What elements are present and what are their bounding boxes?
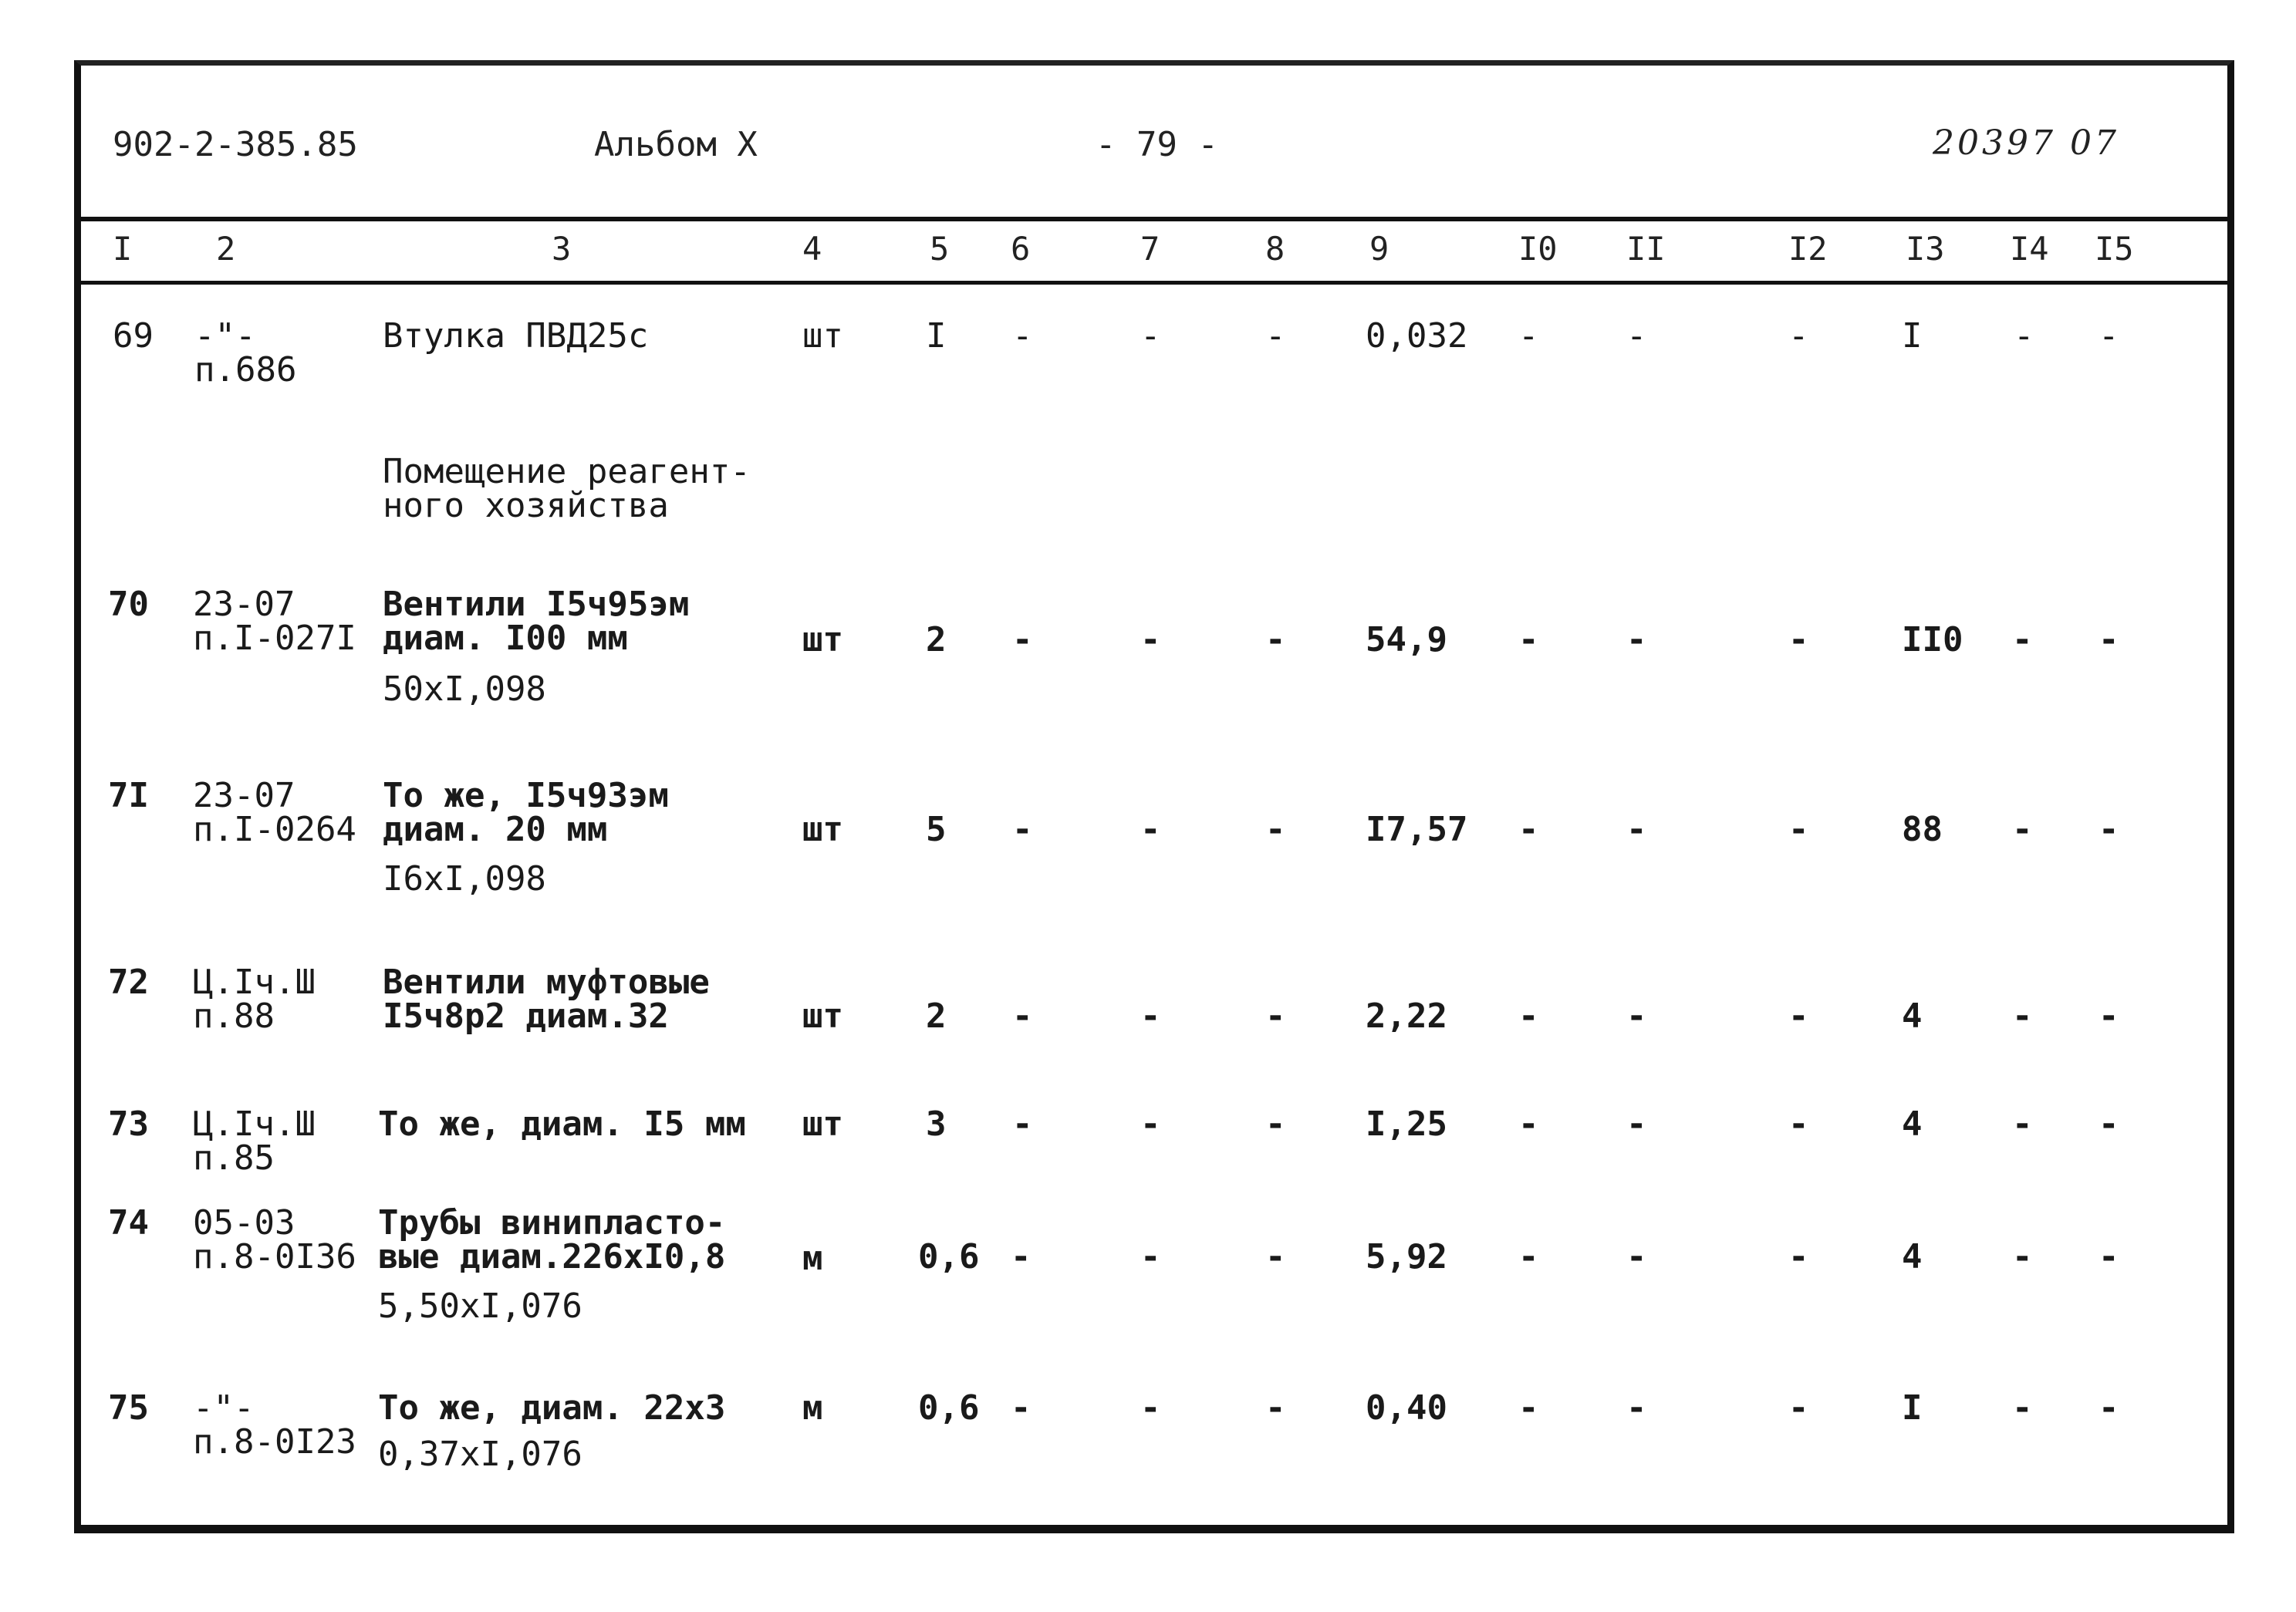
cell-7: -: [1140, 1104, 1161, 1144]
document-number: 20397 07: [1933, 123, 2119, 163]
cell-8: -: [1265, 997, 1286, 1036]
cell-11: -: [1626, 810, 1647, 849]
unit: шт: [802, 810, 843, 849]
cell-8: -: [1265, 1237, 1286, 1276]
cell-13: 4: [1902, 997, 1923, 1036]
cell-12: -: [1788, 810, 1809, 849]
cell-15: -: [2098, 316, 2119, 356]
cell-9: 5,92: [1366, 1237, 1447, 1276]
column-number: 5: [930, 230, 950, 268]
cell-14: -: [2012, 1237, 2033, 1276]
unit: шт: [802, 316, 843, 356]
reference: 23-07: [193, 776, 295, 815]
cell-8: -: [1265, 1388, 1286, 1428]
item-name: То же, диам. I5 мм: [378, 1104, 746, 1144]
cell-7: -: [1140, 1237, 1161, 1276]
cell-14: -: [2012, 997, 2033, 1036]
unit: шт: [802, 1104, 843, 1144]
cell-8: -: [1265, 620, 1286, 659]
quantity: 5: [926, 810, 947, 849]
cell-10: -: [1518, 810, 1539, 849]
cell-13: 4: [1902, 1104, 1923, 1144]
calculation: I6хI,098: [383, 859, 546, 899]
cell-9: 0,032: [1366, 316, 1468, 356]
cell-14: -: [2014, 316, 2034, 356]
cell-15: -: [2098, 1388, 2119, 1428]
row-number: 72: [108, 963, 149, 1002]
item-name: Втулка ПВД25с: [383, 316, 649, 356]
item-name: диам. I00 мм: [383, 619, 628, 658]
reference-item: п.I-0264: [193, 810, 356, 849]
quantity: 2: [926, 620, 947, 659]
cell-14: -: [2012, 620, 2033, 659]
cell-12: -: [1788, 1388, 1809, 1428]
page-number: - 79 -: [1096, 125, 1218, 164]
reference: Ц.Iч.Ш: [193, 963, 316, 1002]
cell-7: -: [1140, 810, 1161, 849]
cell-14: -: [2012, 1388, 2033, 1428]
cell-13: 4: [1902, 1237, 1923, 1276]
item-name: Трубы винипласто-: [378, 1203, 726, 1243]
cell-7: -: [1140, 1388, 1161, 1428]
column-number: I: [113, 230, 133, 268]
cell-6: -: [1012, 810, 1033, 849]
row-number: 69: [113, 316, 154, 356]
cell-12: -: [1788, 1237, 1809, 1276]
cell-6: -: [1011, 1237, 1032, 1276]
reference: -"-: [193, 1388, 255, 1428]
cell-9: I,25: [1366, 1104, 1447, 1144]
unit: м: [802, 1239, 823, 1278]
column-number: 6: [1011, 230, 1031, 268]
reference-item: п.88: [193, 997, 275, 1036]
cell-7: -: [1140, 316, 1161, 356]
cell-11: -: [1626, 620, 1647, 659]
quantity: 0,6: [918, 1388, 980, 1428]
cell-13: I: [1902, 316, 1923, 356]
cell-7: -: [1140, 997, 1161, 1036]
section-title: Помещение реагент-: [383, 452, 751, 491]
row-number: 73: [108, 1104, 149, 1144]
quantity: 3: [926, 1104, 947, 1144]
unit: м: [802, 1388, 823, 1428]
cell-13: 88: [1902, 810, 1943, 849]
row-number: 70: [108, 585, 149, 624]
album-label: Альбом X: [594, 125, 758, 164]
cell-12: -: [1788, 997, 1809, 1036]
column-number: I5: [2095, 230, 2134, 268]
column-number: 3: [552, 230, 572, 268]
cell-11: -: [1626, 1388, 1647, 1428]
reference: 23-07: [193, 585, 295, 624]
reference-item: п.8-0I36: [193, 1237, 356, 1276]
reference-item: п.I-027I: [193, 619, 356, 658]
cell-6: -: [1011, 1388, 1032, 1428]
cell-9: 54,9: [1366, 620, 1447, 659]
quantity: I: [926, 316, 947, 356]
column-number: 7: [1140, 230, 1160, 268]
cell-10: -: [1518, 1237, 1539, 1276]
item-name: вые диам.226хI0,8: [378, 1237, 726, 1276]
cell-13: II0: [1902, 620, 1963, 659]
cell-6: -: [1012, 1104, 1033, 1144]
cell-14: -: [2012, 1104, 2033, 1144]
cell-9: I7,57: [1366, 810, 1468, 849]
column-number: 4: [802, 230, 822, 268]
cell-11: -: [1626, 997, 1647, 1036]
cell-10: -: [1518, 316, 1539, 356]
column-number: 8: [1265, 230, 1285, 268]
column-header-rule: [81, 281, 2227, 285]
cell-6: -: [1012, 997, 1033, 1036]
cell-15: -: [2098, 620, 2119, 659]
cell-13: I: [1902, 1388, 1923, 1428]
cell-15: -: [2098, 1237, 2119, 1276]
section-title: ного хозяйства: [383, 486, 669, 525]
cell-11: -: [1626, 1104, 1647, 1144]
item-name: Вентили I5ч95эм: [383, 585, 690, 624]
column-number: I4: [2010, 230, 2049, 268]
cell-15: -: [2098, 1104, 2119, 1144]
item-name: диам. 20 мм: [383, 810, 608, 849]
cell-8: -: [1265, 810, 1286, 849]
item-name: I5ч8р2 диам.32: [383, 997, 669, 1036]
cell-10: -: [1518, 620, 1539, 659]
cell-12: -: [1788, 316, 1809, 356]
calculation: 5,50хI,076: [378, 1287, 582, 1326]
document-code: 902-2-385.85: [113, 125, 358, 164]
cell-15: -: [2098, 810, 2119, 849]
cell-11: -: [1626, 316, 1647, 356]
calculation: 50хI,098: [383, 669, 546, 709]
reference: -"-: [194, 316, 256, 356]
row-number: 75: [108, 1388, 149, 1428]
item-name: То же, диам. 22х3: [378, 1388, 726, 1428]
cell-8: -: [1265, 316, 1286, 356]
column-number: I0: [1518, 230, 1558, 268]
column-number: 9: [1369, 230, 1389, 268]
cell-9: 0,40: [1366, 1388, 1447, 1428]
cell-8: -: [1265, 1104, 1286, 1144]
quantity: 0,6: [918, 1237, 980, 1276]
cell-6: -: [1012, 316, 1033, 356]
cell-11: -: [1626, 1237, 1647, 1276]
cell-10: -: [1518, 1388, 1539, 1428]
cell-10: -: [1518, 1104, 1539, 1144]
cell-10: -: [1518, 997, 1539, 1036]
cell-7: -: [1140, 620, 1161, 659]
unit: шт: [802, 997, 843, 1036]
column-number: 2: [216, 230, 236, 268]
column-number: II: [1626, 230, 1666, 268]
quantity: 2: [926, 997, 947, 1036]
reference-item: п.8-0I23: [193, 1422, 356, 1462]
cell-15: -: [2098, 997, 2119, 1036]
cell-12: -: [1788, 620, 1809, 659]
reference-item: п.686: [194, 350, 297, 390]
cell-12: -: [1788, 1104, 1809, 1144]
reference: Ц.Iч.Ш: [193, 1104, 316, 1144]
column-number: I2: [1788, 230, 1828, 268]
reference: 05-03: [193, 1203, 295, 1243]
column-number: I3: [1906, 230, 1945, 268]
header-rule: [81, 217, 2227, 221]
row-number: 7I: [108, 776, 149, 815]
cell-9: 2,22: [1366, 997, 1447, 1036]
item-name: То же, I5ч93эм: [383, 776, 669, 815]
reference-item: п.85: [193, 1138, 275, 1178]
cell-14: -: [2012, 810, 2033, 849]
row-number: 74: [108, 1203, 149, 1243]
unit: шт: [802, 620, 843, 659]
calculation: 0,37хI,076: [378, 1435, 582, 1474]
item-name: Вентили муфтовые: [383, 963, 710, 1002]
cell-6: -: [1012, 620, 1033, 659]
